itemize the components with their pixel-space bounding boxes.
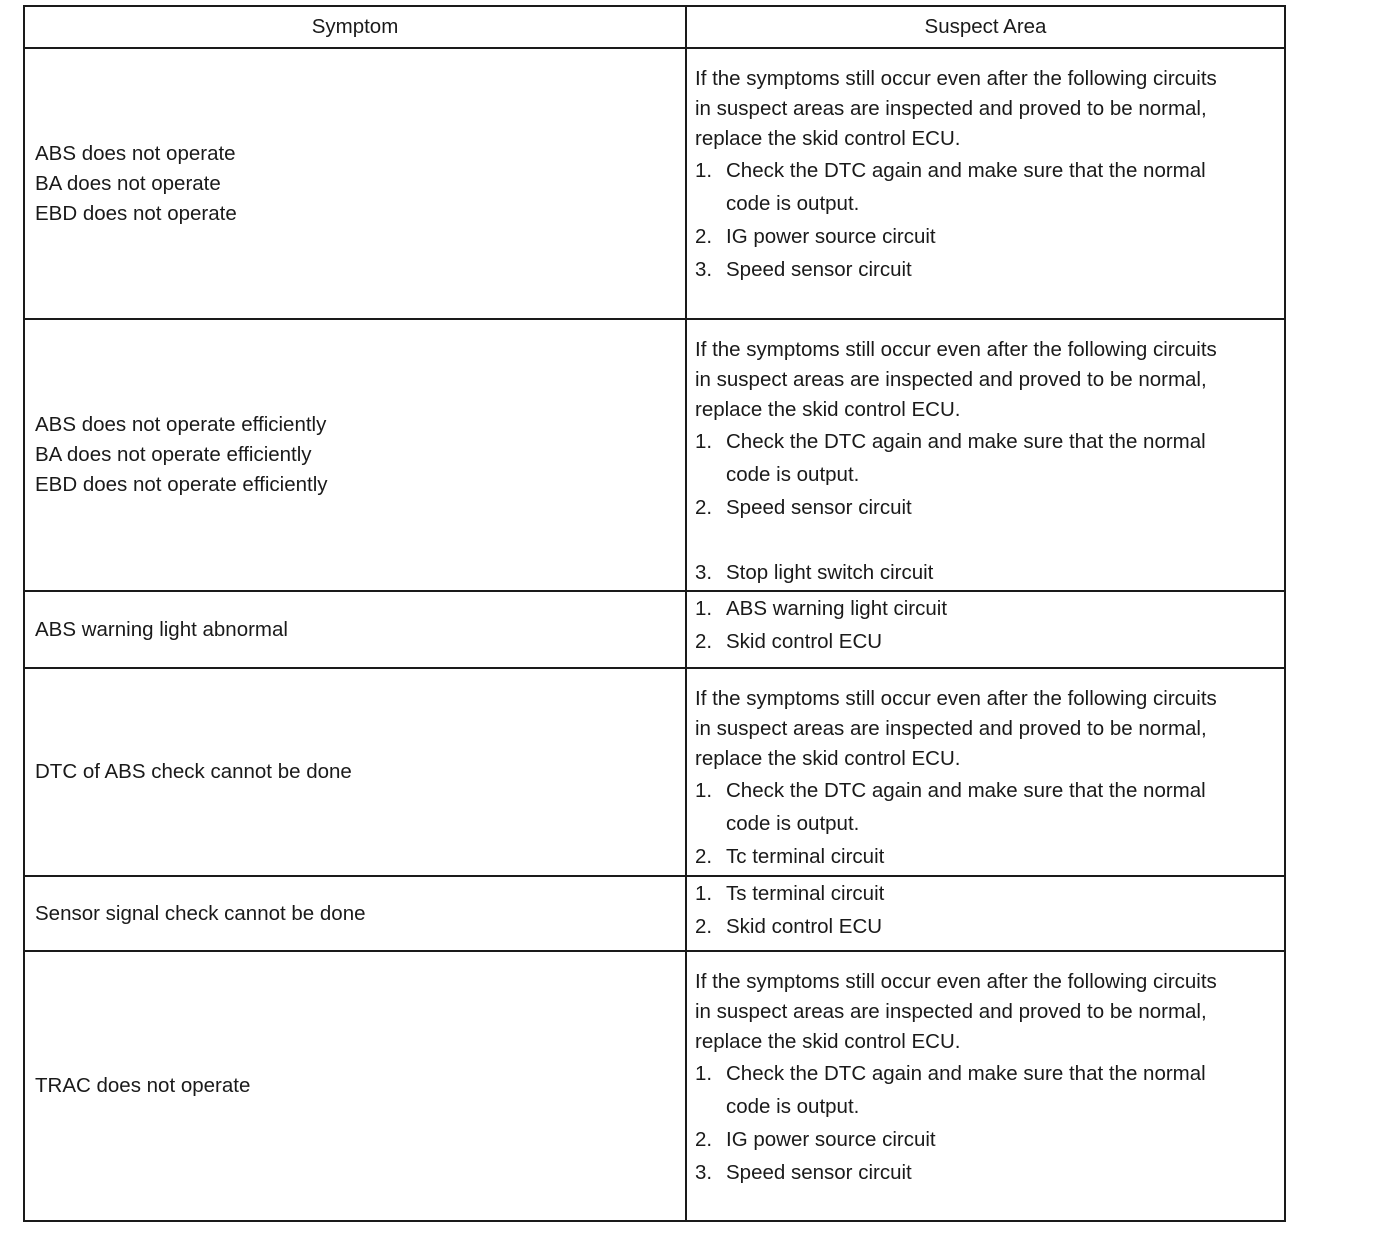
suspect-list bbox=[695, 774, 1276, 873]
item-text: Stop light switch circuit bbox=[726, 561, 934, 584]
item-number: 2. bbox=[695, 845, 713, 868]
suspect-area-cell bbox=[686, 876, 1285, 951]
list-item bbox=[695, 154, 1276, 220]
item-number: 1. bbox=[695, 779, 713, 802]
symptom-text: TRAC does not operate bbox=[35, 1074, 251, 1097]
intro-line: replace the skid control ECU. bbox=[695, 127, 961, 150]
intro-line: replace the skid control ECU. bbox=[695, 398, 961, 421]
intro-line: If the symptoms still occur even after the following circuits bbox=[695, 687, 1217, 710]
symptom-cell bbox=[24, 876, 686, 951]
header-row bbox=[24, 6, 1285, 48]
suspect-area-cell bbox=[686, 48, 1285, 319]
symptom-cell bbox=[24, 319, 686, 591]
intro-line: in suspect areas are inspected and proved to be normal, bbox=[695, 1000, 1207, 1023]
suspect-list bbox=[695, 154, 1276, 286]
table-row bbox=[24, 876, 1285, 951]
symptom-cell bbox=[24, 951, 686, 1221]
symptom-text: ABS warning light abnormal bbox=[35, 617, 288, 641]
item-text: Skid control ECU bbox=[726, 630, 883, 653]
suspect-area-cell bbox=[686, 668, 1285, 876]
intro-line: replace the skid control ECU. bbox=[695, 747, 961, 770]
table-row bbox=[24, 319, 1285, 591]
table-row bbox=[24, 591, 1285, 668]
item-text: Check the DTC again and make sure that the normal bbox=[726, 779, 1206, 802]
item-text: IG power source circuit bbox=[726, 225, 936, 248]
item-number: 1. bbox=[695, 159, 713, 182]
symptom-text: EBD does not operate efficiently bbox=[35, 473, 328, 496]
list-item bbox=[695, 840, 1276, 873]
symptom-text: BA does not operate efficiently bbox=[35, 443, 312, 466]
intro-line: If the symptoms still occur even after the following circuits bbox=[695, 970, 1217, 993]
item-text: Check the DTC again and make sure that the normal bbox=[726, 1062, 1206, 1085]
item-number: 3. bbox=[695, 258, 713, 281]
list-item bbox=[695, 253, 1276, 286]
symptom-table bbox=[23, 5, 1286, 1222]
item-text: code is output. bbox=[726, 192, 860, 215]
item-number: 1. bbox=[695, 597, 713, 620]
symptom-cell bbox=[24, 668, 686, 876]
item-number: 2. bbox=[695, 225, 713, 248]
suspect-intro bbox=[695, 320, 1276, 425]
item-number: 2. bbox=[695, 1128, 713, 1151]
symptom-cell bbox=[24, 48, 686, 319]
item-number: 3. bbox=[695, 1161, 713, 1184]
list-item bbox=[695, 1123, 1276, 1156]
table-row bbox=[24, 668, 1285, 876]
item-number: 1. bbox=[695, 882, 713, 905]
symptom-text: EBD does not operate bbox=[35, 201, 237, 225]
list-item bbox=[695, 220, 1276, 253]
table-body bbox=[24, 48, 1285, 1221]
header-symptom: Symptom bbox=[24, 6, 686, 48]
suspect-area-cell bbox=[686, 951, 1285, 1221]
item-number: 2. bbox=[695, 915, 713, 938]
intro-line: replace the skid control ECU. bbox=[695, 1030, 961, 1053]
symptom-text: ABS does not operate bbox=[35, 141, 236, 165]
item-number: 3. bbox=[695, 561, 713, 584]
item-text: Check the DTC again and make sure that the normal bbox=[726, 430, 1206, 453]
item-text: Check the DTC again and make sure that the normal bbox=[726, 159, 1206, 182]
item-text: Tc terminal circuit bbox=[726, 845, 885, 868]
item-text: IG power source circuit bbox=[726, 1128, 936, 1151]
header-suspect-area: Suspect Area bbox=[686, 6, 1285, 48]
item-number: 2. bbox=[695, 496, 713, 519]
list-item bbox=[695, 774, 1276, 840]
intro-line: in suspect areas are inspected and proved to be normal, bbox=[695, 368, 1207, 391]
item-text: code is output. bbox=[726, 1095, 860, 1118]
list-item bbox=[695, 625, 1276, 658]
suspect-list bbox=[695, 425, 1276, 589]
item-text: Speed sensor circuit bbox=[726, 258, 912, 281]
list-item bbox=[695, 910, 1276, 943]
list-item bbox=[695, 1156, 1276, 1189]
item-number: 1. bbox=[695, 1062, 713, 1085]
list-item bbox=[695, 1057, 1276, 1123]
intro-line: If the symptoms still occur even after the following circuits bbox=[695, 67, 1217, 90]
item-text: code is output. bbox=[726, 812, 860, 835]
item-text: Speed sensor circuit bbox=[726, 496, 912, 519]
intro-line: in suspect areas are inspected and proved to be normal, bbox=[695, 97, 1207, 120]
suspect-list bbox=[695, 1057, 1276, 1189]
list-item bbox=[695, 425, 1276, 491]
suspect-intro bbox=[695, 952, 1276, 1057]
intro-line: in suspect areas are inspected and proved to be normal, bbox=[695, 717, 1207, 740]
suspect-area-cell bbox=[686, 591, 1285, 668]
item-text: code is output. bbox=[726, 463, 860, 486]
symptom-text: ABS does not operate efficiently bbox=[35, 413, 327, 436]
suspect-intro bbox=[695, 49, 1276, 154]
item-number: 2. bbox=[695, 630, 713, 653]
symptom-text: BA does not operate bbox=[35, 171, 221, 195]
item-number: 1. bbox=[695, 430, 713, 453]
item-text: ABS warning light circuit bbox=[726, 597, 948, 620]
item-text: Ts terminal circuit bbox=[726, 882, 885, 905]
list-item bbox=[695, 592, 1276, 625]
suspect-list bbox=[695, 592, 1276, 658]
suspect-area-cell bbox=[686, 319, 1285, 591]
list-item bbox=[695, 556, 1276, 589]
item-text: Speed sensor circuit bbox=[726, 1161, 912, 1184]
item-text: Skid control ECU bbox=[726, 915, 883, 938]
symptom-cell bbox=[24, 591, 686, 668]
list-item bbox=[695, 491, 1276, 524]
symptom-text: Sensor signal check cannot be done bbox=[35, 901, 366, 925]
suspect-list bbox=[695, 877, 1276, 943]
list-item bbox=[695, 877, 1276, 910]
symptom-text: DTC of ABS check cannot be done bbox=[35, 760, 352, 783]
intro-line: If the symptoms still occur even after the following circuits bbox=[695, 338, 1217, 361]
table-row bbox=[24, 951, 1285, 1221]
suspect-intro bbox=[695, 669, 1276, 774]
table-row bbox=[24, 48, 1285, 319]
